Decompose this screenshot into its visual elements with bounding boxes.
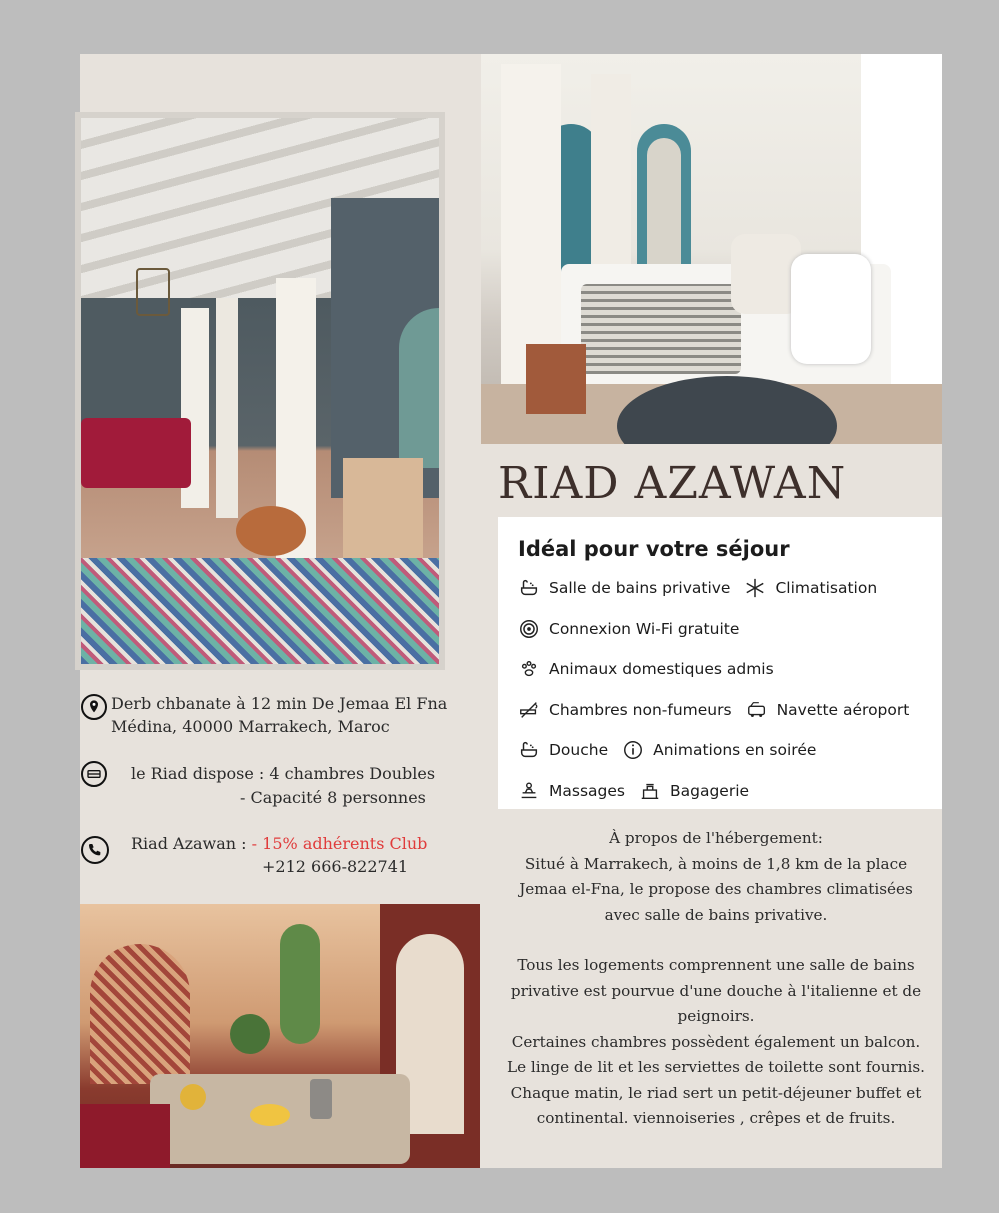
description-line: À propos de l'hébergement: bbox=[609, 829, 823, 847]
amenities-row bbox=[518, 699, 923, 721]
bedroom-photo bbox=[481, 54, 942, 444]
luggage-icon bbox=[639, 780, 661, 802]
description-line: Chaque matin, le riad sert un petit-déjeuner buffet et bbox=[510, 1083, 922, 1102]
bathtub-icon bbox=[518, 577, 540, 599]
description-line: Situé à Marrakech, à moins de 1,8 km de la place bbox=[524, 854, 908, 873]
amenities-panel bbox=[498, 517, 942, 809]
amenity-label: Douche bbox=[549, 741, 609, 759]
wifi-icon bbox=[518, 618, 540, 640]
amenity-item bbox=[518, 780, 625, 802]
description-line: Le linge de lit et les serviettes de toilette sont fournis. bbox=[506, 1058, 925, 1076]
amenity-label: Connexion Wi-Fi gratuite bbox=[549, 620, 740, 638]
amenity-item bbox=[518, 699, 732, 721]
paw-icon bbox=[518, 658, 540, 680]
courtyard-dining-photo bbox=[80, 904, 480, 1168]
living-room-photo bbox=[81, 118, 439, 664]
amenity-label: Salle de bains privative bbox=[549, 579, 731, 597]
amenity-item bbox=[518, 658, 774, 680]
amenity-item bbox=[518, 739, 608, 761]
amenity-item bbox=[744, 577, 877, 599]
shuttle-icon bbox=[746, 699, 768, 721]
description-line: Jemaa el-Fna, le propose des chambres climatisées bbox=[519, 880, 913, 898]
amenity-label: Animations en soirée bbox=[653, 741, 817, 759]
address-line-2: Médina, 40000 Marrakech, Maroc bbox=[111, 717, 390, 736]
amenity-item bbox=[622, 739, 816, 761]
bed-icon bbox=[81, 761, 107, 787]
location-pin-icon bbox=[81, 694, 107, 720]
amenities-row bbox=[518, 780, 763, 802]
rooms-line-2: - Capacité 8 personnes bbox=[240, 788, 426, 807]
massage-icon bbox=[518, 780, 540, 802]
rooms-line-1: le Riad dispose : 4 chambres Doubles bbox=[131, 764, 436, 783]
amenity-label: Chambres non-fumeurs bbox=[549, 701, 732, 719]
amenities-row bbox=[518, 618, 753, 640]
amenities-row bbox=[518, 739, 830, 761]
phone-number[interactable]: +212 666-822741 bbox=[262, 857, 409, 876]
snowflake-icon bbox=[744, 577, 766, 599]
description-line: privative est pourvue d'une douche à l'italienne et de bbox=[510, 981, 922, 1000]
no-smoking-icon bbox=[518, 699, 540, 721]
description-line: Tous les logements comprennent une salle de bains bbox=[517, 956, 915, 974]
amenity-item bbox=[639, 780, 749, 802]
amenity-item bbox=[518, 577, 730, 599]
amenities-row bbox=[518, 658, 788, 680]
amenity-label: Massages bbox=[549, 782, 625, 800]
property-description bbox=[500, 826, 932, 1132]
amenity-label: Bagagerie bbox=[669, 782, 750, 800]
phone-icon bbox=[81, 836, 109, 864]
amenities-heading: Idéal pour votre séjour bbox=[518, 537, 790, 561]
shower-icon bbox=[518, 739, 540, 761]
amenity-label: Animaux domestiques admis bbox=[549, 660, 774, 678]
contact-name: Riad Azawan : bbox=[131, 834, 247, 853]
info-icon bbox=[622, 739, 644, 761]
amenity-label: Climatisation bbox=[775, 579, 878, 597]
page-title: RIAD AZAWAN bbox=[498, 458, 847, 509]
club-discount: - 15% adhérents Club bbox=[251, 834, 428, 853]
description-line: avec salle de bains privative. bbox=[604, 905, 828, 924]
description-line: continental. viennoiseries , crêpes et de fruits. bbox=[536, 1109, 896, 1127]
amenity-label: Navette aéroport bbox=[776, 701, 910, 719]
contact-line bbox=[131, 834, 427, 853]
address-line-1: Derb chbanate à 12 min De Jemaa El Fna bbox=[111, 694, 448, 713]
amenity-item bbox=[746, 699, 910, 721]
amenity-item bbox=[518, 618, 739, 640]
amenities-row bbox=[518, 577, 891, 599]
description-line: Certaines chambres possèdent également un balcon. bbox=[511, 1032, 921, 1051]
description-line: peignoirs. bbox=[677, 1007, 755, 1025]
